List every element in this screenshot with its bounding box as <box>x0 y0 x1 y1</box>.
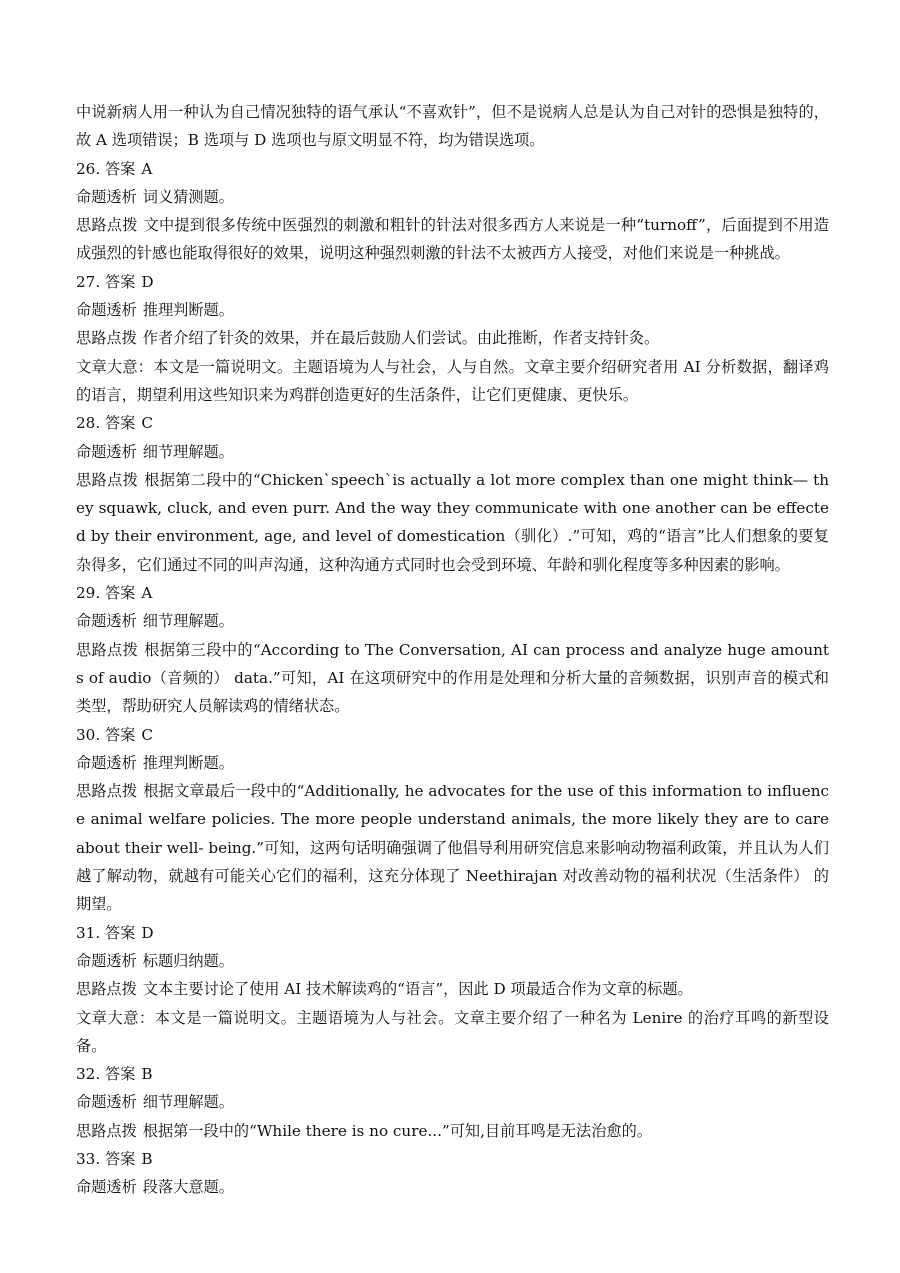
analysis-32: 命题透析 细节理解题。 <box>76 1093 234 1112</box>
answer-33: 33. 答案 B <box>76 1149 153 1168</box>
analysis-31: 命题透析 标题归纳题。 <box>76 951 234 970</box>
analysis-33: 命题透析 段落大意题。 <box>76 1178 234 1197</box>
hint-29: 思路点拨 根据第三段中的“According to The Conversation, AI can process and analyze huge amounts of audio（音频的） data.”可知，AI 在这项研究中的作用是处理和分析大量的音频数据，识别声音的模式和类型，帮助研究人员解读鸡的情绪状态。 <box>76 640 829 716</box>
answer-26: 26. 答案 A <box>76 159 153 178</box>
hint-28: 思路点拨 根据第二段中的“Chicken`speech`is actually a lot more complex than one might think— they squawk, cluck, and even purr. And the way they communicate with one another can be effected by their environment, age, and level of domestication（驯化）.”可知，鸡的“语言”比人们想象的要复杂得多，它们通过不同的叫声沟通，这种沟通方式同时也会受到环境、年龄和驯化程度等多种因素的影响。 <box>76 470 830 574</box>
analysis-28: 命题透析 细节理解题。 <box>76 442 234 461</box>
hint-30: 思路点拨 根据文章最后一段中的“Additionally, he advocates for the use of this information to influence animal welfare policies. The more people understand animals, the more likely they are to care about their well- being.”可知，这两句话明确强调了他倡导利用研究信息来影响动物福利政策，并且认为人们越了解动物，就越有可能关心它们的福利，这充分体现了 Neethirajan 对改善动物的福利状况（生活条件） 的期望。 <box>76 782 829 914</box>
answer-27: 27. 答案 D <box>76 272 154 291</box>
analysis-30: 命题透析 推理判断题。 <box>76 753 234 772</box>
analysis-29: 命题透析 细节理解题。 <box>76 612 234 631</box>
hint-26: 思路点拨 文中提到很多传统中医强烈的刺激和粗针的针法对很多西方人来说是一种“turnoff”，后面提到不用造成强烈的针感也能取得很好的效果，说明这种强烈刺激的针法不太被西方人接受，对他们来说是一种挑战。 <box>76 216 829 263</box>
answer-30: 30. 答案 C <box>76 725 153 744</box>
paragraph-continuation: 中说新病人用一种认为自己情况独特的语气承认“不喜欢针”，但不是说病人总是认为自己对针的恐惧是独特的，故 A 选项错误；B 选项与 D 选项也与原文明显不符，均为错误选项。 <box>76 103 829 150</box>
answer-28: 28. 答案 C <box>76 414 153 433</box>
hint-27: 思路点拨 作者介绍了针灸的效果，并在最后鼓励人们尝试。由此推断，作者支持针灸。 <box>76 329 660 348</box>
article-summary-chicken: 文章大意：本文是一篇说明文。主题语境为人与社会，人与自然。文章主要介绍研究者用 AI 分析数据，翻译鸡的语言，期望利用这些知识来为鸡群创造更好的生活条件，让它们更健康、更快乐。 <box>76 357 829 404</box>
hint-32: 思路点拨 根据第一段中的“While there is no cure...”可知,目前耳鸣是无法治愈的。 <box>76 1121 652 1140</box>
answer-explanation-page <box>76 98 829 1202</box>
hint-31: 思路点拨 文本主要讨论了使用 AI 技术解读鸡的“语言”，因此 D 项最适合作为文章的标题。 <box>76 980 693 999</box>
answer-29: 29. 答案 A <box>76 584 153 603</box>
analysis-26: 命题透析 词义猜测题。 <box>76 187 234 206</box>
article-summary-lenire: 文章大意：本文是一篇说明文。主题语境为人与社会。文章主要介绍了一种名为 Lenire 的治疗耳鸣的新型设备。 <box>76 1008 829 1055</box>
analysis-27: 命题透析 推理判断题。 <box>76 301 234 320</box>
answer-31: 31. 答案 D <box>76 923 154 942</box>
answer-32: 32. 答案 B <box>76 1065 153 1084</box>
